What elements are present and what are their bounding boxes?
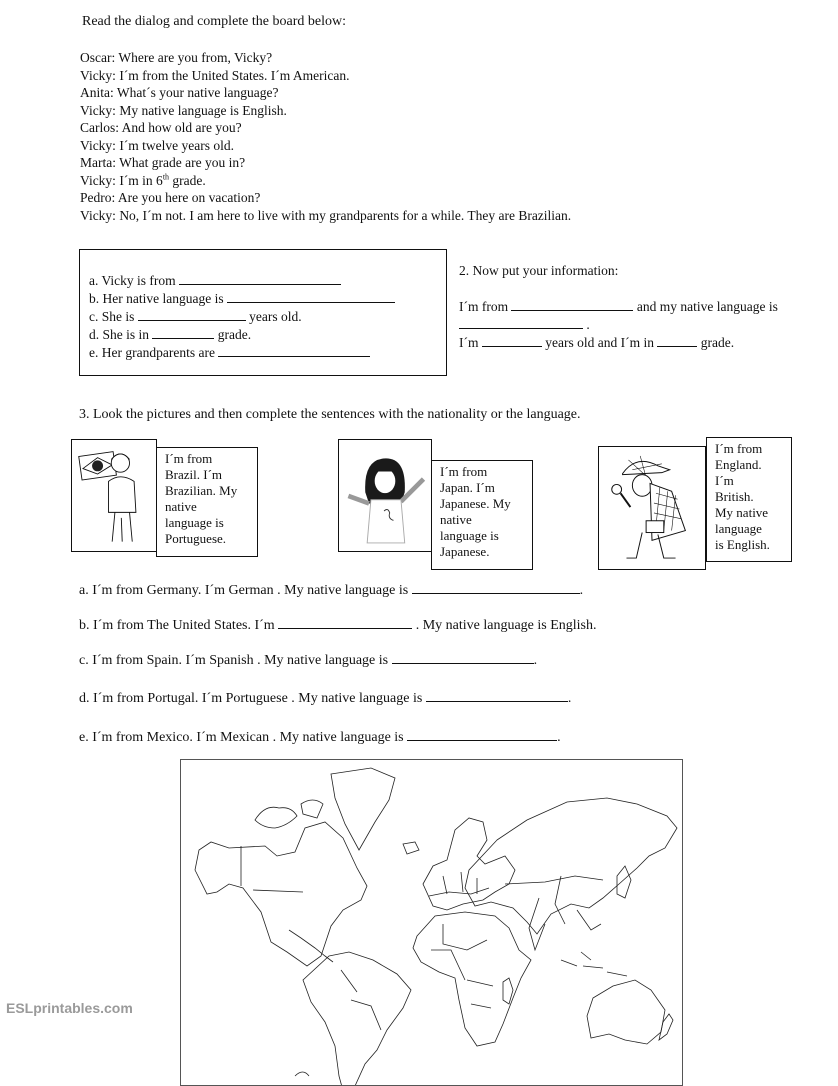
dialog-line: Vicky: I´m in 6th grade.: [80, 172, 206, 188]
dialog-line: Vicky: I´m twelve years old.: [80, 137, 235, 153]
board-item-d: d. She is in grade.: [89, 327, 252, 342]
dialog-line: Vicky: I´m from the United States. I´m American.: [80, 67, 350, 83]
watermark-label: ESLprintables.com: [6, 1000, 133, 1016]
detective-icon: [599, 447, 705, 569]
answer-blank[interactable]: [459, 316, 583, 329]
answer-blank[interactable]: [511, 298, 633, 311]
speech-box-japan: I´m from Japan. I´m Japanese. My native language is Japanese.: [431, 460, 533, 570]
answer-blank[interactable]: [392, 651, 534, 664]
world-map-outline-icon: [181, 760, 682, 1085]
brazil-girl-flag-icon: [72, 440, 156, 551]
answer-blank[interactable]: [426, 689, 568, 702]
answer-blank[interactable]: [412, 581, 580, 594]
board-item-a: a. Vicky is from: [89, 272, 341, 288]
answer-blank[interactable]: [138, 308, 246, 321]
sentence-b: b. I´m from The United States. I´m . My native language is English.: [79, 618, 597, 633]
dialog-line: Oscar: Where are you from, Vicky?: [80, 50, 273, 65]
your-info-line2: .: [459, 316, 590, 332]
sentence-d: d. I´m from Portugal. I´m Portuguese . My native language is .: [79, 691, 572, 706]
answer-blank[interactable]: [179, 272, 341, 285]
board-item-e: e. Her grandparents are: [89, 344, 370, 360]
dialog-line: Carlos: And how old are you?: [80, 120, 242, 135]
answer-blank[interactable]: [407, 728, 557, 741]
your-info-line1: I´m from and my native language is: [459, 299, 778, 314]
answer-blank[interactable]: [482, 334, 542, 347]
speech-box-brazil: I´m from Brazil. I´m Brazilian. My native language is Portuguese.: [156, 447, 258, 557]
answer-blank[interactable]: [278, 616, 412, 629]
japanese-girl-icon: [339, 440, 431, 551]
sentence-a: a. I´m from Germany. I´m German . My native language is .: [79, 583, 584, 598]
speech-box-england: I´m from England. I´m British. My native language is English.: [706, 437, 792, 562]
dialog-line: Pedro: Are you here on vacation?: [80, 190, 261, 205]
answer-blank[interactable]: [227, 290, 395, 303]
answer-blank[interactable]: [657, 334, 697, 347]
dialog-line: Vicky: No, I´m not. I am here to live with my grandparents for a while. They are Brazilian.: [80, 207, 572, 223]
dialog-line: Marta: What grade are you in?: [80, 155, 246, 170]
instruction-part2: 2. Now put your information:: [459, 263, 619, 278]
instruction-part3: 3. Look the pictures and then complete the sentences with the nationality or the language.: [79, 407, 581, 422]
answer-blank[interactable]: [152, 326, 214, 339]
instruction-part1: Read the dialog and complete the board below:: [82, 14, 346, 29]
your-info-line3: I´m years old and I´m in grade.: [459, 335, 735, 350]
sentence-c: c. I´m from Spain. I´m Spanish . My native language is .: [79, 653, 538, 668]
answer-blank[interactable]: [218, 344, 370, 357]
sentence-e: e. I´m from Mexico. I´m Mexican . My native language is .: [79, 730, 561, 745]
dialog-line: Vicky: My native language is English.: [80, 102, 287, 118]
picture-japan: [338, 439, 432, 552]
dialog-line: Anita: What´s your native language?: [80, 85, 279, 100]
picture-brazil: [71, 439, 157, 552]
board-item-c: c. She is years old.: [89, 309, 302, 324]
picture-england: [598, 446, 706, 570]
board-item-b: b. Her native language is: [89, 290, 395, 306]
world-map: [180, 759, 683, 1086]
